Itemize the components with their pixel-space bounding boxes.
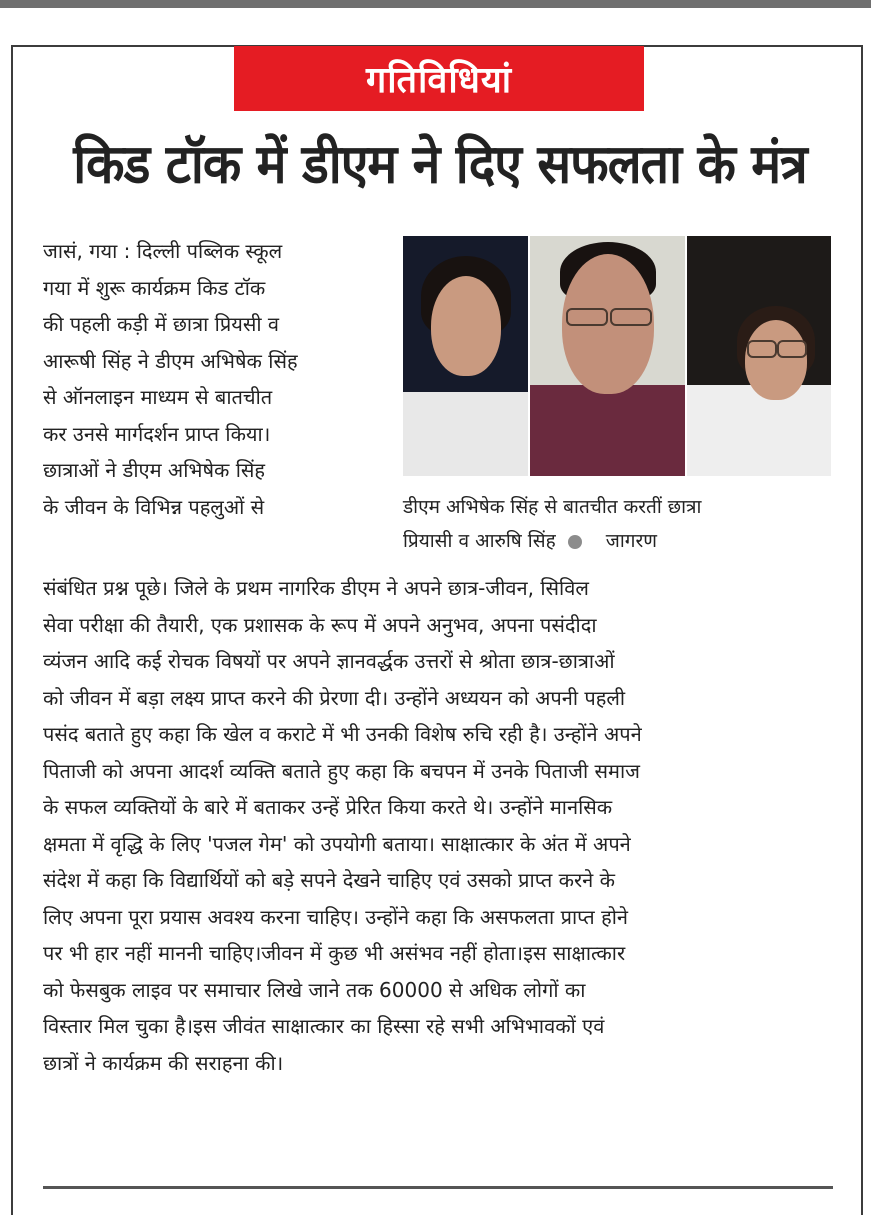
article-line: गया में शुरू कार्यक्रम किड टॉक [43, 275, 266, 300]
photo-dm-abhishek-singh [530, 236, 685, 476]
article-line: छात्रों ने कार्यक्रम की सराहना की। [43, 1050, 284, 1075]
article-line: से ऑनलाइन माध्यम से बातचीत [43, 385, 273, 409]
article-line: पर भी हार नहीं माननी चाहिए।जीवन में कुछ भी असंभव नहीं होता।इस साक्षात्कार [43, 941, 626, 965]
glasses-icon [747, 340, 777, 358]
article-line: विस्तार मिल चुका है।इस जीवंत साक्षात्कार का हिस्सा रहे सभी अभिभावकों एवं [43, 1014, 605, 1038]
top-rule [0, 0, 871, 8]
photo-collage [403, 236, 831, 476]
face-shape [745, 320, 807, 400]
caption-line-2 [403, 524, 833, 558]
article-line: क्षमता में वृद्धि के लिए 'पजल गेम' को उपयोगी बताया। साक्षात्कार के अंत में अपने [43, 831, 631, 856]
article-line: छात्राओं ने डीएम अभिषेक सिंह [43, 458, 266, 482]
face-shape [431, 276, 501, 376]
article-line: संबंधित प्रश्न पूछे। जिले के प्रथम नागरिक डीएम ने अपने छात्र-जीवन, सिविल [43, 576, 589, 600]
caption-line: डीएम अभिषेक सिंह से बातचीत करतीं छात्रा [403, 496, 702, 518]
bullet-dot-icon [568, 535, 582, 549]
section-tag [234, 46, 644, 111]
article-line: संदेश में कहा कि विद्यार्थियों को बड़े सपने देखने चाहिए एवं उसको प्राप्त करने के [43, 868, 616, 892]
article-line: की पहली कड़ी में छात्रा प्रियसी व [43, 312, 280, 336]
glasses-icon [610, 308, 652, 326]
article-line: को जीवन में बड़ा लक्ष्य प्राप्त करने की प्रेरणा दी। उन्होंने अध्ययन को अपनी पहली [43, 685, 626, 710]
article-left-column [43, 233, 395, 525]
article-line: को फेसबुक लाइव पर समाचार लिखे जाने तक 60000 से अधिक लोगों का [43, 977, 586, 1002]
glasses-icon [777, 340, 807, 358]
article-line: लिए अपना पूरा प्रयास अवश्य करना चाहिए। उन्होंने कहा कि असफलता प्राप्त होने [43, 904, 628, 929]
photo-caption [403, 490, 833, 558]
glasses-icon [566, 308, 608, 326]
article-line: कर उनसे मार्गदर्शन प्राप्त किया। [43, 421, 271, 446]
article-line: जासं, गया : दिल्ली पब्लिक स्कूल [43, 239, 283, 263]
headline: किड टॉक में डीएम ने दिए सफलता के मंत्र [73, 132, 807, 196]
article-full-width [43, 570, 838, 1081]
photo-student-priyasi [403, 236, 528, 476]
article-line: आरूषी सिंह ने डीएम अभिषेक सिंह [43, 348, 298, 373]
photo-student-aarushi [687, 236, 831, 476]
caption-names: प्रियासी व आरुषि सिंह [403, 530, 556, 552]
article-line: पसंद बताते हुए कहा कि खेल व कराटे में भी उनकी विशेष रुचि रही है। उन्होंने अपने [43, 722, 642, 746]
article-line: व्यंजन आदि कई रोचक विषयों पर अपने ज्ञानवर्द्धक उत्तरों से श्रोता छात्र-छात्राओं [43, 649, 615, 673]
article-line: पिताजी को अपना आदर्श व्यक्ति बताते हुए कहा कि बचपन में उनके पिताजी समाज [43, 758, 641, 783]
article-line: के सफल व्यक्तियों के बारे में बताकर उन्हें प्रेरित किया करते थे। उन्होंने मानसिक [43, 795, 613, 819]
section-tag-label: गतिविधियां [365, 60, 513, 101]
bottom-rule [43, 1186, 833, 1189]
photo-credit: जागरण [605, 530, 657, 552]
article-line: के जीवन के विभिन्न पहलुओं से [43, 494, 265, 519]
article-line: सेवा परीक्षा की तैयारी, एक प्रशासक के रूप में अपने अनुभव, अपना पसंदीदा [43, 612, 597, 637]
